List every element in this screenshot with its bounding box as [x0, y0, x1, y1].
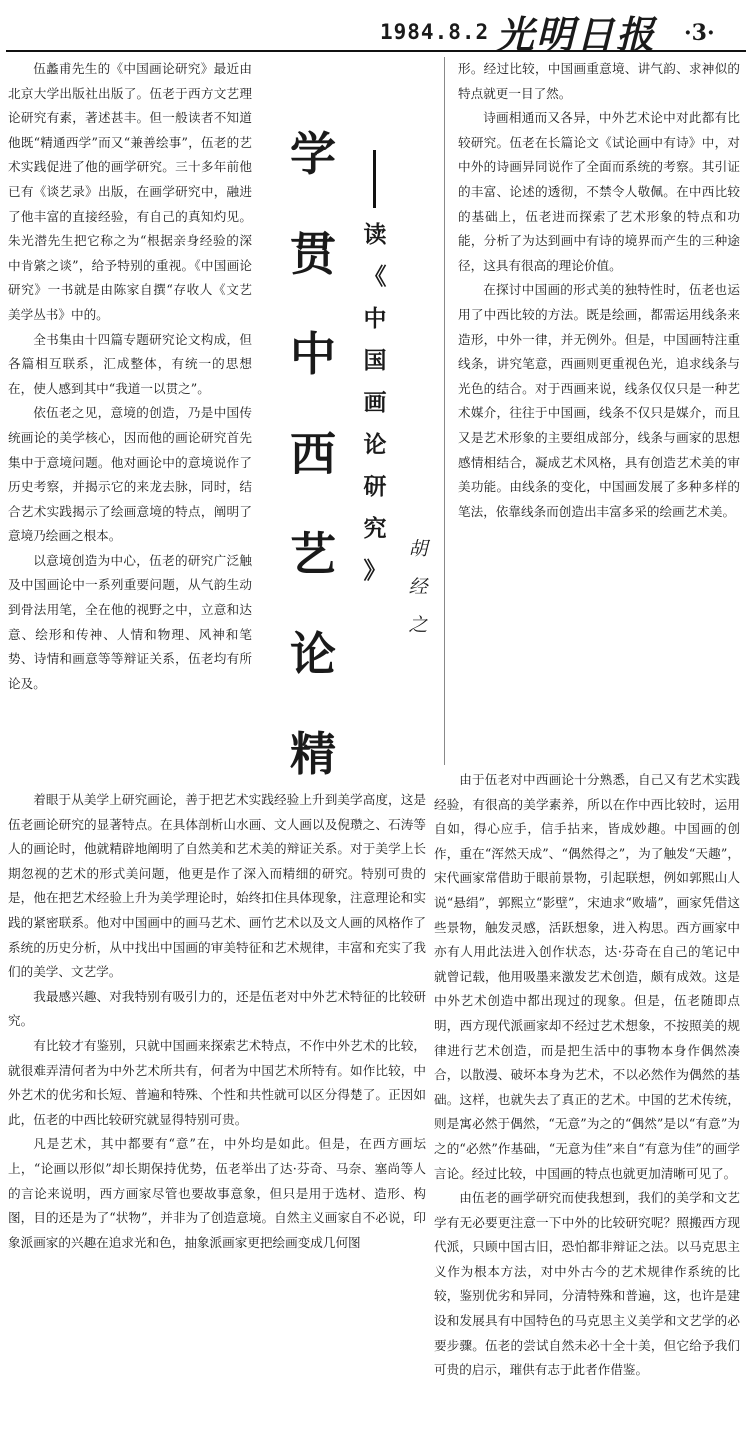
- newspaper-name: 光明日报: [496, 12, 657, 57]
- title-char: 贯: [290, 227, 336, 281]
- paragraph: 以意境创造为中心，伍老的研究广泛触及中国画论中一系列重要问题，从气韵生动到骨法用笔，全在他的视野之中，立意和达意、绘形和传神、人情和物理、风神和笔势、诗情和画意等等辩证关系，伍老均有所论及。: [8, 552, 252, 691]
- paragraph: 依伍老之见，意境的创造，乃是中国传统画论的美学核心，因而他的画论研究首先集中于意境问题。他对画论中的意境说作了历史考察，并揭示它的来龙去脉，同时，结合艺术实践揭示了绘画意境的特点，阐明了意境乃绘画之根本。: [8, 405, 252, 544]
- page-number: ·3·: [684, 20, 715, 46]
- article-title: [286, 104, 340, 804]
- paragraph: 伍蠡甫先生的《中国画论研究》最近由北京大学出版社出版了。伍老于西方文艺理论研究有素，著述甚丰。但一般读者不知道他既“精通西学”而又“兼善绘事”，伍老的艺术实践促进了他的画学研究。三十多年前他已有《谈艺录》出版，在画学研究中，融进了他丰富的直接经验，有自己的真知灼见。朱光潜先生把它称之为“根据亲身经验的深中肯綮之谈”，给予特别的重视。《中国画论研究》一书就是由陈家自撰“存收人《文艺美学丛书》中的。: [8, 61, 252, 322]
- article-subtitle: [358, 214, 392, 592]
- subtitle-char: 究: [363, 515, 387, 542]
- article-column-right-lower: [434, 768, 740, 1383]
- title-char: 中: [290, 327, 336, 381]
- issue-date: 1984.8.2: [380, 20, 490, 44]
- paragraph: 由于伍老对中西画论十分熟悉，自己又有艺术实践经验，有很高的美学素养，所以在作中西比较时，运用自如，得心应手，信手拈来，皆成妙趣。中国画的创作，重在“浑然天成”、“偶然得之”，为了触发“天趣”，宋代画家常借助于眼前景物，引起联想，例如郭熙山人说“悬绢”，郭熙立“影壁”，宋迪求“败墙”，画家凭借这些景物，触发灵感，活跃想象，进入构思。西方画家中亦有人用此法进入创作状态，达·芬奇在自己的笔记中就曾记载，他用吸墨来激发艺术创造，颇有成效。这是中外艺术创造中都出现过的现象。但是，伍老随即点明，西方现代派画家却不经过艺术想象，不按照美的规律进行艺术创造，而是把生活中的事物本身作偶然凑合，以散漫、破坏本身为艺术，不以必然作为偶然的基础。这样，也就失去了真正的艺术。中国的艺术传统，则是寓必然于偶然，“无意”为之的“偶然”是以“有意”为之的“必然”作基础，“无意为佳”来自“有意为佳”的画学言论。经过比较，中国画的特点也就更加清晰可见了。: [434, 772, 740, 1181]
- subtitle-char: 读: [363, 221, 387, 248]
- paragraph: 形。经过比较，中国画重意境、讲气韵、求神似的特点就更一目了然。: [458, 61, 740, 101]
- paragraph: 我最感兴趣、对我特别有吸引力的，还是伍老对中外艺术特征的比较研究。: [8, 988, 426, 1029]
- subtitle-char: 国: [363, 347, 387, 374]
- title-char: 精: [290, 727, 336, 781]
- article-column-right-upper: [458, 57, 740, 524]
- title-char: 学: [290, 127, 336, 181]
- masthead: [380, 6, 740, 57]
- subtitle-char: 中: [363, 305, 387, 332]
- paragraph: 有比较才有鉴别，只就中国画来探索艺术特点，不作中外艺术的比较，就很难弄清何者为中外艺术所共有，何者为中国艺术所特有。如作比较，中外艺术的优劣和长短、普遍和特殊、个性和共性就可以区分得楚了。正因如此，伍老的中西比较研究就显得特别可贵。: [8, 1037, 426, 1127]
- paragraph: 在探讨中国画的形式美的独特性时，伍老也运用了中西比较的方法。既是绘画，都需运用线条来造形，中外一律，并无例外。但是，中国画特注重线条，讲究笔意，西画则更重视色光，追求线条与光色的结合。对于西画来说，线条仅仅只是一种艺术媒介，往往于中国画，线条不仅只是媒介，而且又是艺术形象的主要组成部分，线条与画家的思想感情相结合，凝成艺术风格，具有创造艺术美的审美功能。由线条的变化，中国画发展了多种多样的笔法，依靠线条而创造出丰富多采的绘画艺术美。: [458, 282, 740, 519]
- paragraph: 着眼于从美学上研究画论，善于把艺术实践经验上升到美学高度，这是伍老画论研究的显著特点。在具体剖析山水画、文人画以及倪瓒之、石涛等人的画论时，他就精辟地阐明了自然美和艺术美的辩证关系。对于美学上长期忽视的艺术的形式美问题，他更是作了深入而精细的研究。特别可贵的是，他在把艺术经验上升为美学理论时，始终扣住具体现象，注意理论和实践的紧密联系。他对中国画中的画马艺术、画竹艺术以及文人画的风格作了系统的历史分析，从中找出中国画的审美特征和艺术规律，丰富和充实了我们的美学、文艺学。: [8, 792, 426, 980]
- article-column-left-upper: [8, 57, 252, 696]
- masthead-rule: [6, 50, 746, 52]
- article-column-left-lower: [8, 788, 426, 1255]
- title-char: 西: [290, 427, 336, 481]
- title-char: 论: [290, 627, 336, 681]
- subtitle-char: 画: [363, 389, 387, 416]
- subtitle-char: 》: [363, 557, 387, 584]
- subtitle-char: 研: [363, 473, 387, 500]
- paragraph: 凡是艺术，其中都要有“意”在，中外均是如此。但是，在西方画坛上，“论画以形似”却长期保持优势，伍老举出了达·芬奇、马奈、塞尚等人的言论来说明，西方画家尽管也要故事意象，但只是用于选材、造形、构图，目的还是为了“状物”，并非为了创造意境。自然主义画家自不必说，印象派画家的兴趣在追求光和色，抽象派画家更把绘画变成几何图: [8, 1136, 426, 1250]
- article-author: [404, 530, 432, 644]
- paragraph: 诗画相通而又各异，中外艺术论中对此都有比较研究。伍老在长篇论文《试论画中有诗》中，对中外的诗画异同说作了全面而系统的考察。其引证的丰富、论述的透彻，不禁令人敬佩。在中西比较的基础上，伍老进而探索了艺术形象的特点和功能，分析了为达到画中有诗的境界而产生的三种途径，这具有很高的理论价值。: [458, 110, 740, 273]
- title-char: 艺: [290, 527, 336, 581]
- paragraph: 由伍老的画学研究而使我想到，我们的美学和文艺学有无必要更注意一下中外的比较研究呢？照搬西方现代派，只顾中国古旧，恐怕都非辩证之法。以马克思主义作为根本方法，对中外古今的艺术规律作系统的比较，鉴别优劣和异同，分清特殊和普遍，这，也许是建设和发展具有中国特色的马克思主义美学和文艺学的必要步骤。伍老的尝试自然未必十全十美，但它给予我们可贵的启示，璀供有志于此者作借鉴。: [434, 1190, 740, 1378]
- author-char: 之: [408, 614, 428, 636]
- subtitle-dash: [373, 150, 376, 208]
- subtitle-char: 《: [363, 263, 387, 290]
- column-separator: [444, 57, 445, 765]
- subtitle-char: 论: [363, 431, 387, 458]
- author-char: 胡: [408, 538, 428, 560]
- author-char: 经: [408, 576, 428, 598]
- paragraph: 全书集由十四篇专题研究论文构成，但各篇相互联系，汇成整体，有统一的思想在，使人感到其中“我道一以贯之”。: [8, 331, 252, 396]
